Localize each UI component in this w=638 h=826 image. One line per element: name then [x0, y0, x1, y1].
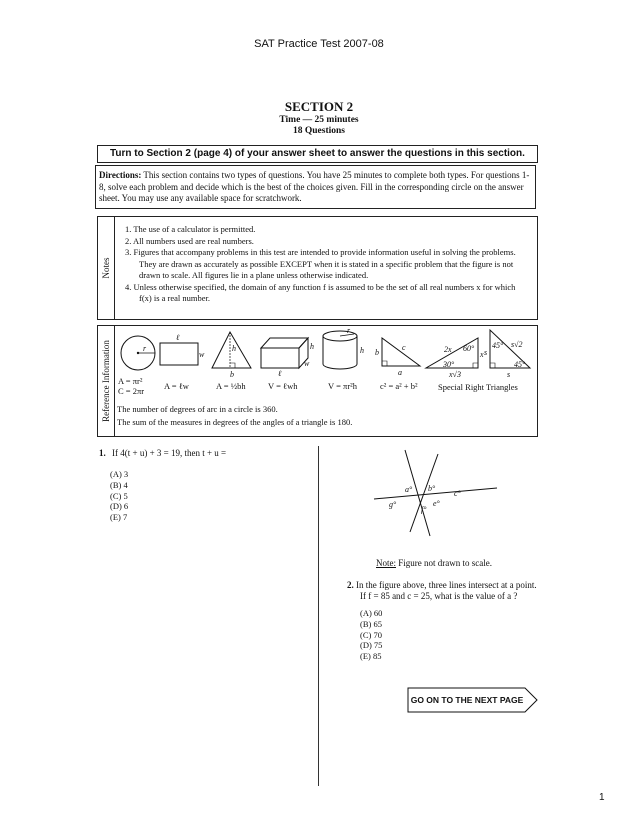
question-1-choices	[110, 469, 128, 523]
right-triangle-hyp-label: c	[402, 343, 406, 352]
question-number: 1.	[99, 448, 106, 458]
box-width-label: w	[304, 359, 310, 368]
angle-c-label: c°	[454, 489, 461, 498]
t30-hyp-label: 2x	[444, 345, 452, 354]
cylinder-height-label: h	[360, 346, 364, 355]
three-lines-figure	[370, 448, 500, 538]
cylinder-figure	[323, 331, 357, 369]
angle-a-label: a°	[405, 485, 413, 494]
note-item: 1. The use of a calculator is permitted.	[125, 224, 256, 234]
t30-long-leg-label: x√3	[449, 370, 461, 379]
reference-side-label: Reference Information	[98, 326, 115, 436]
section-title: SECTION 2	[284, 99, 354, 114]
directions-text: This section contains two types of questions. You have 25 minutes to complete both types. For questions 1-8, solve each problem and decide which is the best of the choices given. Fill in the corresponding circle on the answer sheet. You may use any available space for scratchwork.	[99, 170, 530, 203]
notes-list	[125, 224, 531, 305]
answer-choice[interactable]: (E) 7	[110, 512, 128, 523]
question-2	[347, 580, 537, 602]
note-text: Figure not drawn to scale.	[396, 558, 492, 568]
note-item: 2. All numbers used are real numbers.	[125, 235, 254, 246]
answer-choice[interactable]: (A) 3	[110, 469, 129, 479]
page-header: SAT Practice Test 2007-08	[254, 38, 384, 50]
answer-choice[interactable]: (D) 6	[110, 501, 129, 512]
circle-area-formula: A = πr²	[118, 376, 143, 386]
notes-box	[97, 216, 538, 320]
note-item: 3. Figures that accompany problems in this test are intended to provide information useful in solving the problems.	[125, 247, 516, 257]
answer-choice[interactable]: (D) 75	[360, 640, 383, 651]
rect-length-label: ℓ	[176, 333, 180, 342]
column-divider	[318, 446, 319, 786]
page-number: 1	[599, 792, 605, 803]
t30-angle60-label: 60°	[463, 344, 475, 353]
circle-radius-label: r	[143, 344, 147, 353]
question-stem: If 4(t + u) + 3 = 19, then t + u =	[112, 448, 227, 458]
cylinder-volume-formula: V = πr²h	[328, 381, 357, 391]
right-triangle-figure	[382, 338, 420, 366]
box-height-label: h	[310, 342, 314, 351]
note-item: They are drawn as accurately as possible EXCEPT when it is stated in a specific problem that the figure is not	[139, 258, 514, 269]
notes-side-label: Notes	[98, 217, 115, 319]
right-triangle-leg-a-label: a	[398, 368, 402, 377]
note-item: f(x) is a real number.	[139, 293, 211, 303]
rect-area-formula: A = ℓw	[164, 381, 189, 391]
question-stem-line-1: In the figure above, three lines intersect at a point.	[356, 580, 537, 590]
section-question-count: 18 Questions	[293, 126, 345, 136]
rect-width-label: w	[199, 350, 205, 359]
answer-choice[interactable]: (E) 85	[360, 651, 382, 662]
triangle-sum-note: The sum of the measures in degrees of the angles of a triangle is 180.	[117, 417, 353, 427]
note-label: Note:	[376, 558, 396, 568]
angle-g-label: g°	[389, 500, 397, 509]
pythagorean-formula: c² = a² + b²	[380, 381, 418, 391]
question-stem-line-2: If f = 85 and c = 25, what is the value of a ?	[360, 591, 518, 601]
answer-choice[interactable]: (B) 4	[110, 479, 128, 490]
t45-angle-b-label: 45°	[514, 360, 526, 369]
circle-figure	[121, 336, 155, 370]
right-triangle-leg-b-label: b	[375, 348, 379, 357]
triangle-height-label: h	[232, 344, 236, 353]
question-number: 2.	[347, 580, 354, 590]
note-item: drawn to scale. All figures lie in a plane unless otherwise indicated.	[139, 270, 369, 280]
special-triangles-caption: Special Right Triangles	[438, 382, 518, 392]
triangle-area-formula: A = ½bh	[216, 381, 246, 391]
t45-leg-label: s	[484, 348, 488, 357]
rectangle-figure	[160, 343, 198, 365]
go-on-text: GO ON TO THE NEXT PAGE	[410, 695, 524, 705]
note-item: 4. Unless otherwise specified, the domain of any function f is assumed to be the set of all real numbers x for which	[125, 281, 516, 292]
directions-box	[95, 165, 536, 209]
circle-circumference-formula: C = 2πr	[118, 386, 145, 396]
question-1	[99, 448, 226, 458]
t30-angle30-label: 30°	[443, 360, 455, 369]
angle-e-label: e°	[433, 499, 440, 508]
answer-choice[interactable]: (A) 60	[360, 608, 383, 618]
figure-note	[376, 558, 492, 568]
answer-choice[interactable]: (B) 65	[360, 618, 382, 629]
answer-choice[interactable]: (C) 5	[110, 490, 128, 501]
directions-label: Directions:	[99, 170, 142, 180]
arc-note: The number of degrees of arc in a circle is 360.	[117, 404, 278, 414]
angle-f-label: f°	[421, 505, 427, 514]
box-length-label: ℓ	[278, 369, 282, 378]
angle-b-label: b°	[428, 484, 436, 493]
t45-angle-a-label: 45°	[492, 341, 504, 350]
reference-box	[97, 325, 538, 437]
cylinder-radius-label: r	[347, 326, 351, 335]
section-time: Time — 25 minutes	[279, 115, 359, 125]
t30-short-leg-label: x	[480, 350, 484, 359]
t45-hyp-label: s√2	[511, 340, 523, 349]
turn-instruction: Turn to Section 2 (page 4) of your answer sheet to answer the questions in this section.	[97, 145, 538, 163]
triangle-base-label: b	[230, 370, 234, 379]
box-volume-formula: V = ℓwh	[268, 381, 298, 391]
box-figure	[261, 338, 308, 368]
question-2-choices	[360, 608, 382, 662]
t45-base-label: s	[507, 370, 511, 379]
answer-choice[interactable]: (C) 70	[360, 629, 382, 640]
